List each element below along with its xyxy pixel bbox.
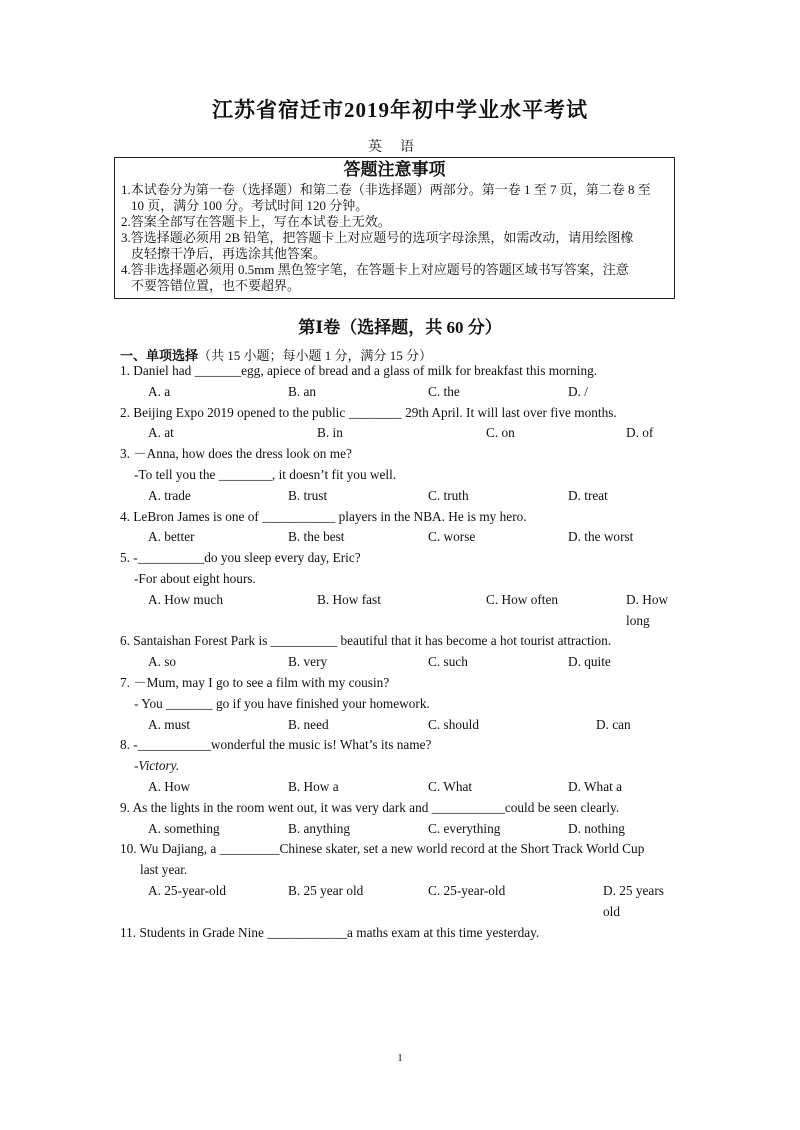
option-c: C. should bbox=[428, 716, 479, 732]
notice-item-1 bbox=[121, 182, 668, 214]
question-10-options bbox=[120, 881, 678, 923]
question-3-reply: -To tell you the ________, it doesn’t fit you well. bbox=[134, 466, 397, 482]
question-1: 1. Daniel had _______egg, apiece of bread and a glass of milk for breakfast this morning. bbox=[120, 363, 598, 378]
option-a: A. so bbox=[148, 654, 177, 670]
option-b: B. 25 year old bbox=[288, 882, 364, 898]
question-10-cont: last year. bbox=[140, 862, 188, 878]
question-4-options bbox=[120, 527, 678, 548]
option-a: A. 25-year-old bbox=[148, 882, 227, 898]
option-a: A. better bbox=[148, 529, 195, 545]
option-c: C. such bbox=[428, 654, 468, 670]
option-b: B. an bbox=[288, 383, 317, 399]
question-5-reply: -For about eight hours. bbox=[134, 570, 256, 586]
option-b: B. How fast bbox=[317, 591, 381, 607]
question-8: 8. -___________wonderful the music is! What’s its name? bbox=[120, 737, 432, 753]
option-d: D. / bbox=[568, 383, 588, 399]
option-d: D. can bbox=[596, 716, 631, 732]
part-title-label: 一、单项选择 bbox=[120, 348, 199, 363]
option-d: D. treat bbox=[568, 487, 608, 503]
option-d: D. of bbox=[626, 425, 654, 441]
question-3-options bbox=[120, 486, 678, 507]
question-8-reply: -Victory. bbox=[134, 758, 180, 774]
option-a: A. How bbox=[148, 778, 191, 794]
questions-list bbox=[120, 361, 678, 943]
option-a: A. How much bbox=[148, 591, 223, 607]
option-b: B. in bbox=[317, 425, 343, 441]
section-title: 第Ⅰ卷（选择题，共 60 分） bbox=[298, 318, 502, 337]
notice-box bbox=[114, 157, 675, 299]
notice-item-3-line1: 3.答选择题必须用 2B 铅笔，把答题卡上对应题号的选项字母涂黑，如需改动，请用绘图橡 bbox=[121, 230, 634, 245]
option-a: A. must bbox=[148, 716, 191, 732]
notice-item-2 bbox=[121, 214, 668, 230]
question-5-options bbox=[120, 590, 678, 632]
notice-item-2-line1: 2.答案全部写在答题卡上，写在本试卷上无效。 bbox=[121, 214, 391, 229]
option-c: C. the bbox=[428, 383, 460, 399]
option-a: A. something bbox=[148, 820, 220, 836]
question-10: 10. Wu Dajiang, a _________Chinese skater, set a new world record at the Short Track World Cup bbox=[120, 841, 645, 857]
option-d: D. quite bbox=[568, 654, 611, 670]
question-7: 7. －Mum, may I go to see a film with my cousin? bbox=[120, 674, 390, 690]
option-a: A. trade bbox=[148, 487, 191, 503]
notice-item-4-line2: 不要答错位置，也不要超界。 bbox=[131, 278, 301, 293]
question-1-options bbox=[120, 382, 678, 403]
option-b: B. How a bbox=[288, 778, 339, 794]
question-7-reply: - You _______ go if you have finished your homework. bbox=[134, 695, 430, 711]
question-2-options bbox=[120, 423, 678, 444]
option-d: D. nothing bbox=[568, 820, 625, 836]
question-2: 2. Beijing Expo 2019 opened to the public ________ 29th April. It will last over five months. bbox=[120, 404, 617, 420]
notice-item-4 bbox=[121, 262, 668, 294]
option-b: B. the best bbox=[288, 529, 345, 545]
notice-item-3-line2: 皮轻擦干净后，再选涂其他答案。 bbox=[131, 246, 327, 261]
option-c: C. How often bbox=[486, 591, 559, 607]
option-a: A. at bbox=[148, 425, 174, 441]
notice-title: 答题注意事项 bbox=[343, 160, 446, 179]
option-b: B. very bbox=[288, 654, 328, 670]
option-a: A. a bbox=[148, 383, 171, 399]
option-d: D. What a bbox=[568, 778, 623, 794]
notice-item-1-line2: 10 页，满分 100 分。考试时间 120 分钟。 bbox=[131, 198, 369, 213]
option-c: C. on bbox=[486, 425, 515, 441]
option-c: C. worse bbox=[428, 529, 476, 545]
option-d: D. 25 years old bbox=[603, 882, 664, 919]
option-b: B. need bbox=[288, 716, 329, 732]
question-7-options bbox=[120, 715, 678, 736]
question-11: 11. Students in Grade Nine ____________a maths exam at this time yesterday. bbox=[120, 924, 540, 940]
exam-title: 江苏省宿迁市2019年初中学业水平考试 bbox=[212, 98, 588, 122]
question-9-options bbox=[120, 819, 678, 840]
question-3: 3. －Anna, how does the dress look on me? bbox=[120, 446, 352, 462]
option-c: C. everything bbox=[428, 820, 501, 836]
subject-label: 英语 bbox=[368, 140, 432, 155]
part-title-note: （共 15 小题；每小题 1 分，满分 15 分） bbox=[198, 348, 433, 363]
question-4: 4. LeBron James is one of ___________ players in the NBA. He is my hero. bbox=[120, 508, 527, 524]
option-d: D. How long bbox=[626, 591, 669, 628]
notice-item-3 bbox=[121, 230, 668, 262]
option-b: B. trust bbox=[288, 487, 328, 503]
question-6-options bbox=[120, 652, 678, 673]
option-c: C. truth bbox=[428, 487, 469, 503]
question-9: 9. As the lights in the room went out, it was very dark and ___________could be seen clearly. bbox=[120, 799, 620, 815]
option-d: D. the worst bbox=[568, 529, 634, 545]
option-b: B. anything bbox=[288, 820, 351, 836]
page-number: 1 bbox=[397, 1052, 403, 1064]
question-5: 5. -__________do you sleep every day, Eric? bbox=[120, 550, 361, 566]
notice-item-1-line1: 1.本试卷分为第一卷（选择题）和第二卷（非选择题）两部分。第一卷 1 至 7 页，第二卷 8 至 bbox=[121, 182, 651, 197]
notice-item-4-line1: 4.答非选择题必须用 0.5mm 黑色签字笔，在答题卡上对应题号的答题区域书写答案，注意 bbox=[121, 262, 629, 277]
option-c: C. What bbox=[428, 778, 473, 794]
question-6: 6. Santaishan Forest Park is __________ beautiful that it has become a hot tourist attraction. bbox=[120, 633, 612, 649]
option-c: C. 25-year-old bbox=[428, 882, 506, 898]
question-8-options bbox=[120, 777, 678, 798]
